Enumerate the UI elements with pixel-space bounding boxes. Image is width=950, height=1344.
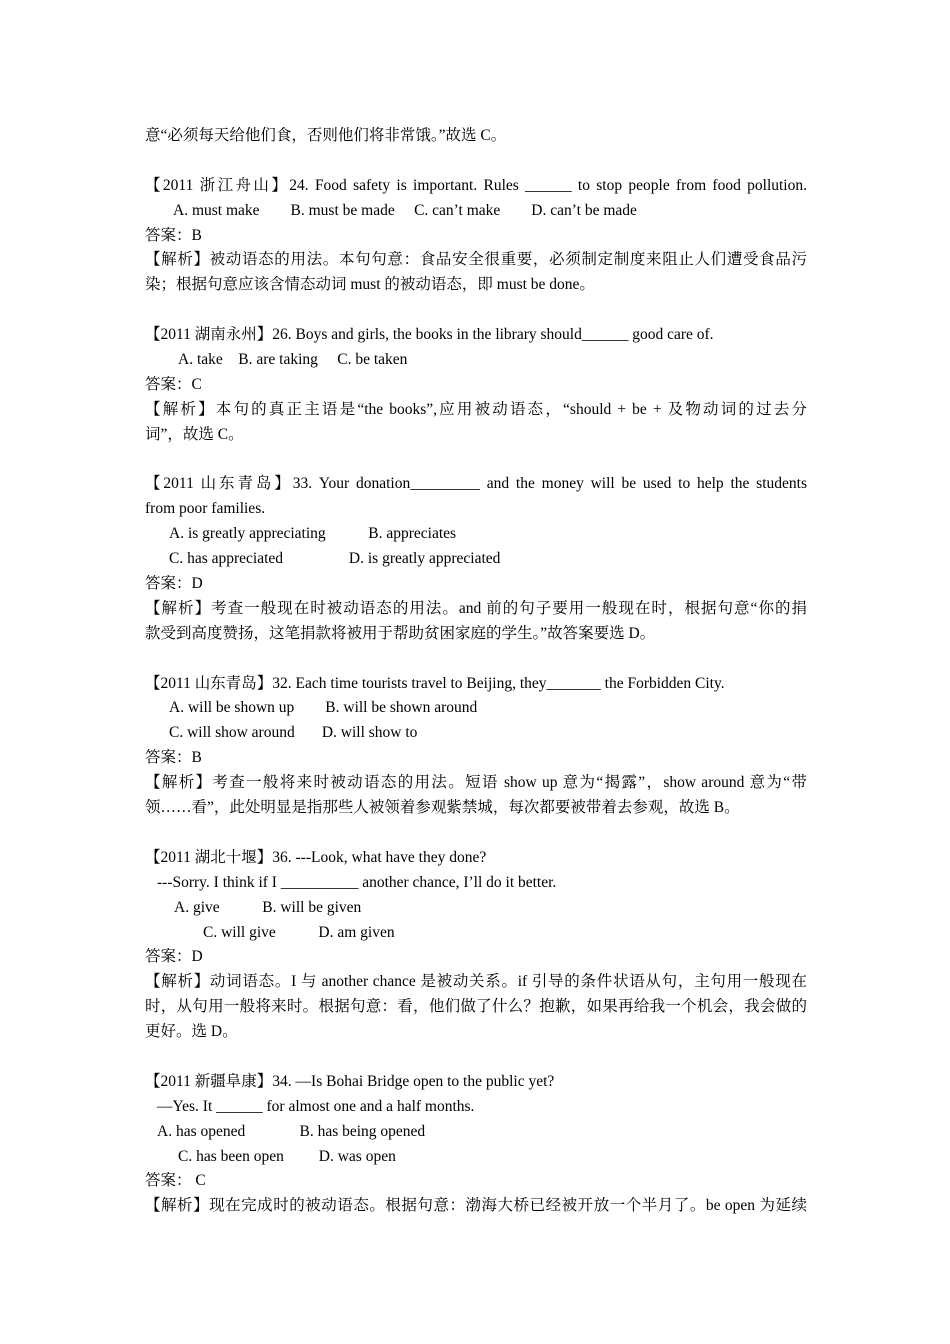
question-options: C. has been open D. was open bbox=[178, 1147, 396, 1165]
analysis-line: 【解析】动词语态。I 与 another chance 是被动关系。if 引导的条件状语从句，主句用一般现在 bbox=[145, 973, 807, 991]
question-options: C. will give D. am given bbox=[203, 923, 395, 941]
question-stem: 【2011 湖南永州】26. Boys and girls, the books in the library should______ good care of. bbox=[145, 326, 714, 344]
answer-line: 答案：D bbox=[145, 575, 203, 593]
question-options: A. must make B. must be made C. can’t make D. can’t be made bbox=[173, 201, 637, 219]
question-stem: 【2011 浙江舟山】24. Food safety is important. Rules ______ to stop people from food pollution. bbox=[145, 176, 807, 194]
dialogue-reply: ---Sorry. I think if I __________ another chance, I’ll do it better. bbox=[157, 873, 557, 891]
question-stem: from poor families. bbox=[145, 500, 266, 518]
question-options: C. will show around D. will show to bbox=[169, 724, 418, 742]
question-options: A. has opened B. has being opened bbox=[157, 1122, 426, 1140]
question-block-4 bbox=[145, 672, 807, 821]
analysis-line: 【解析】被动语态的用法。本句句意：食品安全很重要，必须制定制度来阻止人们遭受食品污 bbox=[145, 251, 807, 269]
spacer bbox=[145, 298, 807, 323]
analysis-line: 款受到高度赞扬，这笔捐款将被用于帮助贫困家庭的学生。”故答案要选 D。 bbox=[145, 624, 656, 642]
analysis-line: 【解析】考查一般现在时被动语态的用法。and 前的句子要用一般现在时，根据句意“你的捐 bbox=[145, 599, 807, 617]
question-stem: 【2011 山东青岛】33. Your donation_________ and the money will be used to help the students bbox=[145, 475, 807, 493]
question-stem: 【2011 湖北十堰】36. ---Look, what have they done? bbox=[145, 848, 487, 866]
question-stem: 【2011 新疆阜康】34. —Is Bohai Bridge open to the public yet? bbox=[145, 1072, 555, 1090]
spacer bbox=[145, 821, 807, 846]
analysis-line: 时，从句用一般将来时。根据句意：看，他们做了什么？抱歉，如果再给我一个机会，我会做的 bbox=[145, 998, 807, 1016]
answer-line: 答案：B bbox=[145, 749, 202, 767]
analysis-line: 染；根据句意应该含情态动词 must 的被动语态，即 must be done。 bbox=[145, 276, 595, 294]
question-block-6 bbox=[145, 1070, 807, 1219]
analysis-line: 领……看”，此处明显是指那些人被领着参观紫禁城，每次都要被带着去参观，故选 B。 bbox=[145, 799, 740, 817]
spacer bbox=[145, 149, 807, 174]
analysis-line: 【解析】现在完成时的被动语态。根据句意：渤海大桥已经被开放一个半月了。be open 为延续 bbox=[145, 1197, 807, 1215]
document-body bbox=[145, 124, 807, 1219]
question-options: A. give B. will be given bbox=[174, 898, 362, 916]
dialogue-reply: —Yes. It ______ for almost one and a half months. bbox=[157, 1097, 475, 1115]
analysis-line: 【解析】本句的真正主语是“the books”,应用被动语态，“should + be + 及物动词的过去分 bbox=[145, 400, 807, 418]
intro-line: 意“必须每天给他们食，否则他们将非常饿。”故选 C。 bbox=[145, 127, 507, 144]
question-options: A. is greatly appreciating B. appreciates bbox=[169, 525, 457, 543]
analysis-line: 词”，故选 C。 bbox=[145, 425, 244, 443]
question-options: C. has appreciated D. is greatly appreciated bbox=[169, 550, 501, 568]
question-stem: 【2011 山东青岛】32. Each time tourists travel to Beijing, they_______ the Forbidden City. bbox=[145, 674, 725, 692]
answer-line: 答案： C bbox=[145, 1172, 206, 1190]
question-block-1 bbox=[145, 174, 807, 298]
answer-line: 答案：D bbox=[145, 948, 203, 966]
question-block-5 bbox=[145, 846, 807, 1045]
question-options: A. will be shown up B. will be shown around bbox=[169, 699, 478, 717]
analysis-line: 更好。选 D。 bbox=[145, 1023, 238, 1041]
spacer bbox=[145, 647, 807, 672]
spacer bbox=[145, 448, 807, 473]
question-block-2 bbox=[145, 323, 807, 447]
answer-line: 答案：C bbox=[145, 375, 202, 393]
question-options: A. take B. are taking C. be taken bbox=[178, 351, 408, 369]
question-block-3 bbox=[145, 472, 807, 646]
analysis-line: 【解析】考查一般将来时被动语态的用法。短语 show up 意为“揭露”，show around 意为“带 bbox=[145, 774, 807, 792]
spacer bbox=[145, 1045, 807, 1070]
answer-line: 答案：B bbox=[145, 226, 202, 244]
